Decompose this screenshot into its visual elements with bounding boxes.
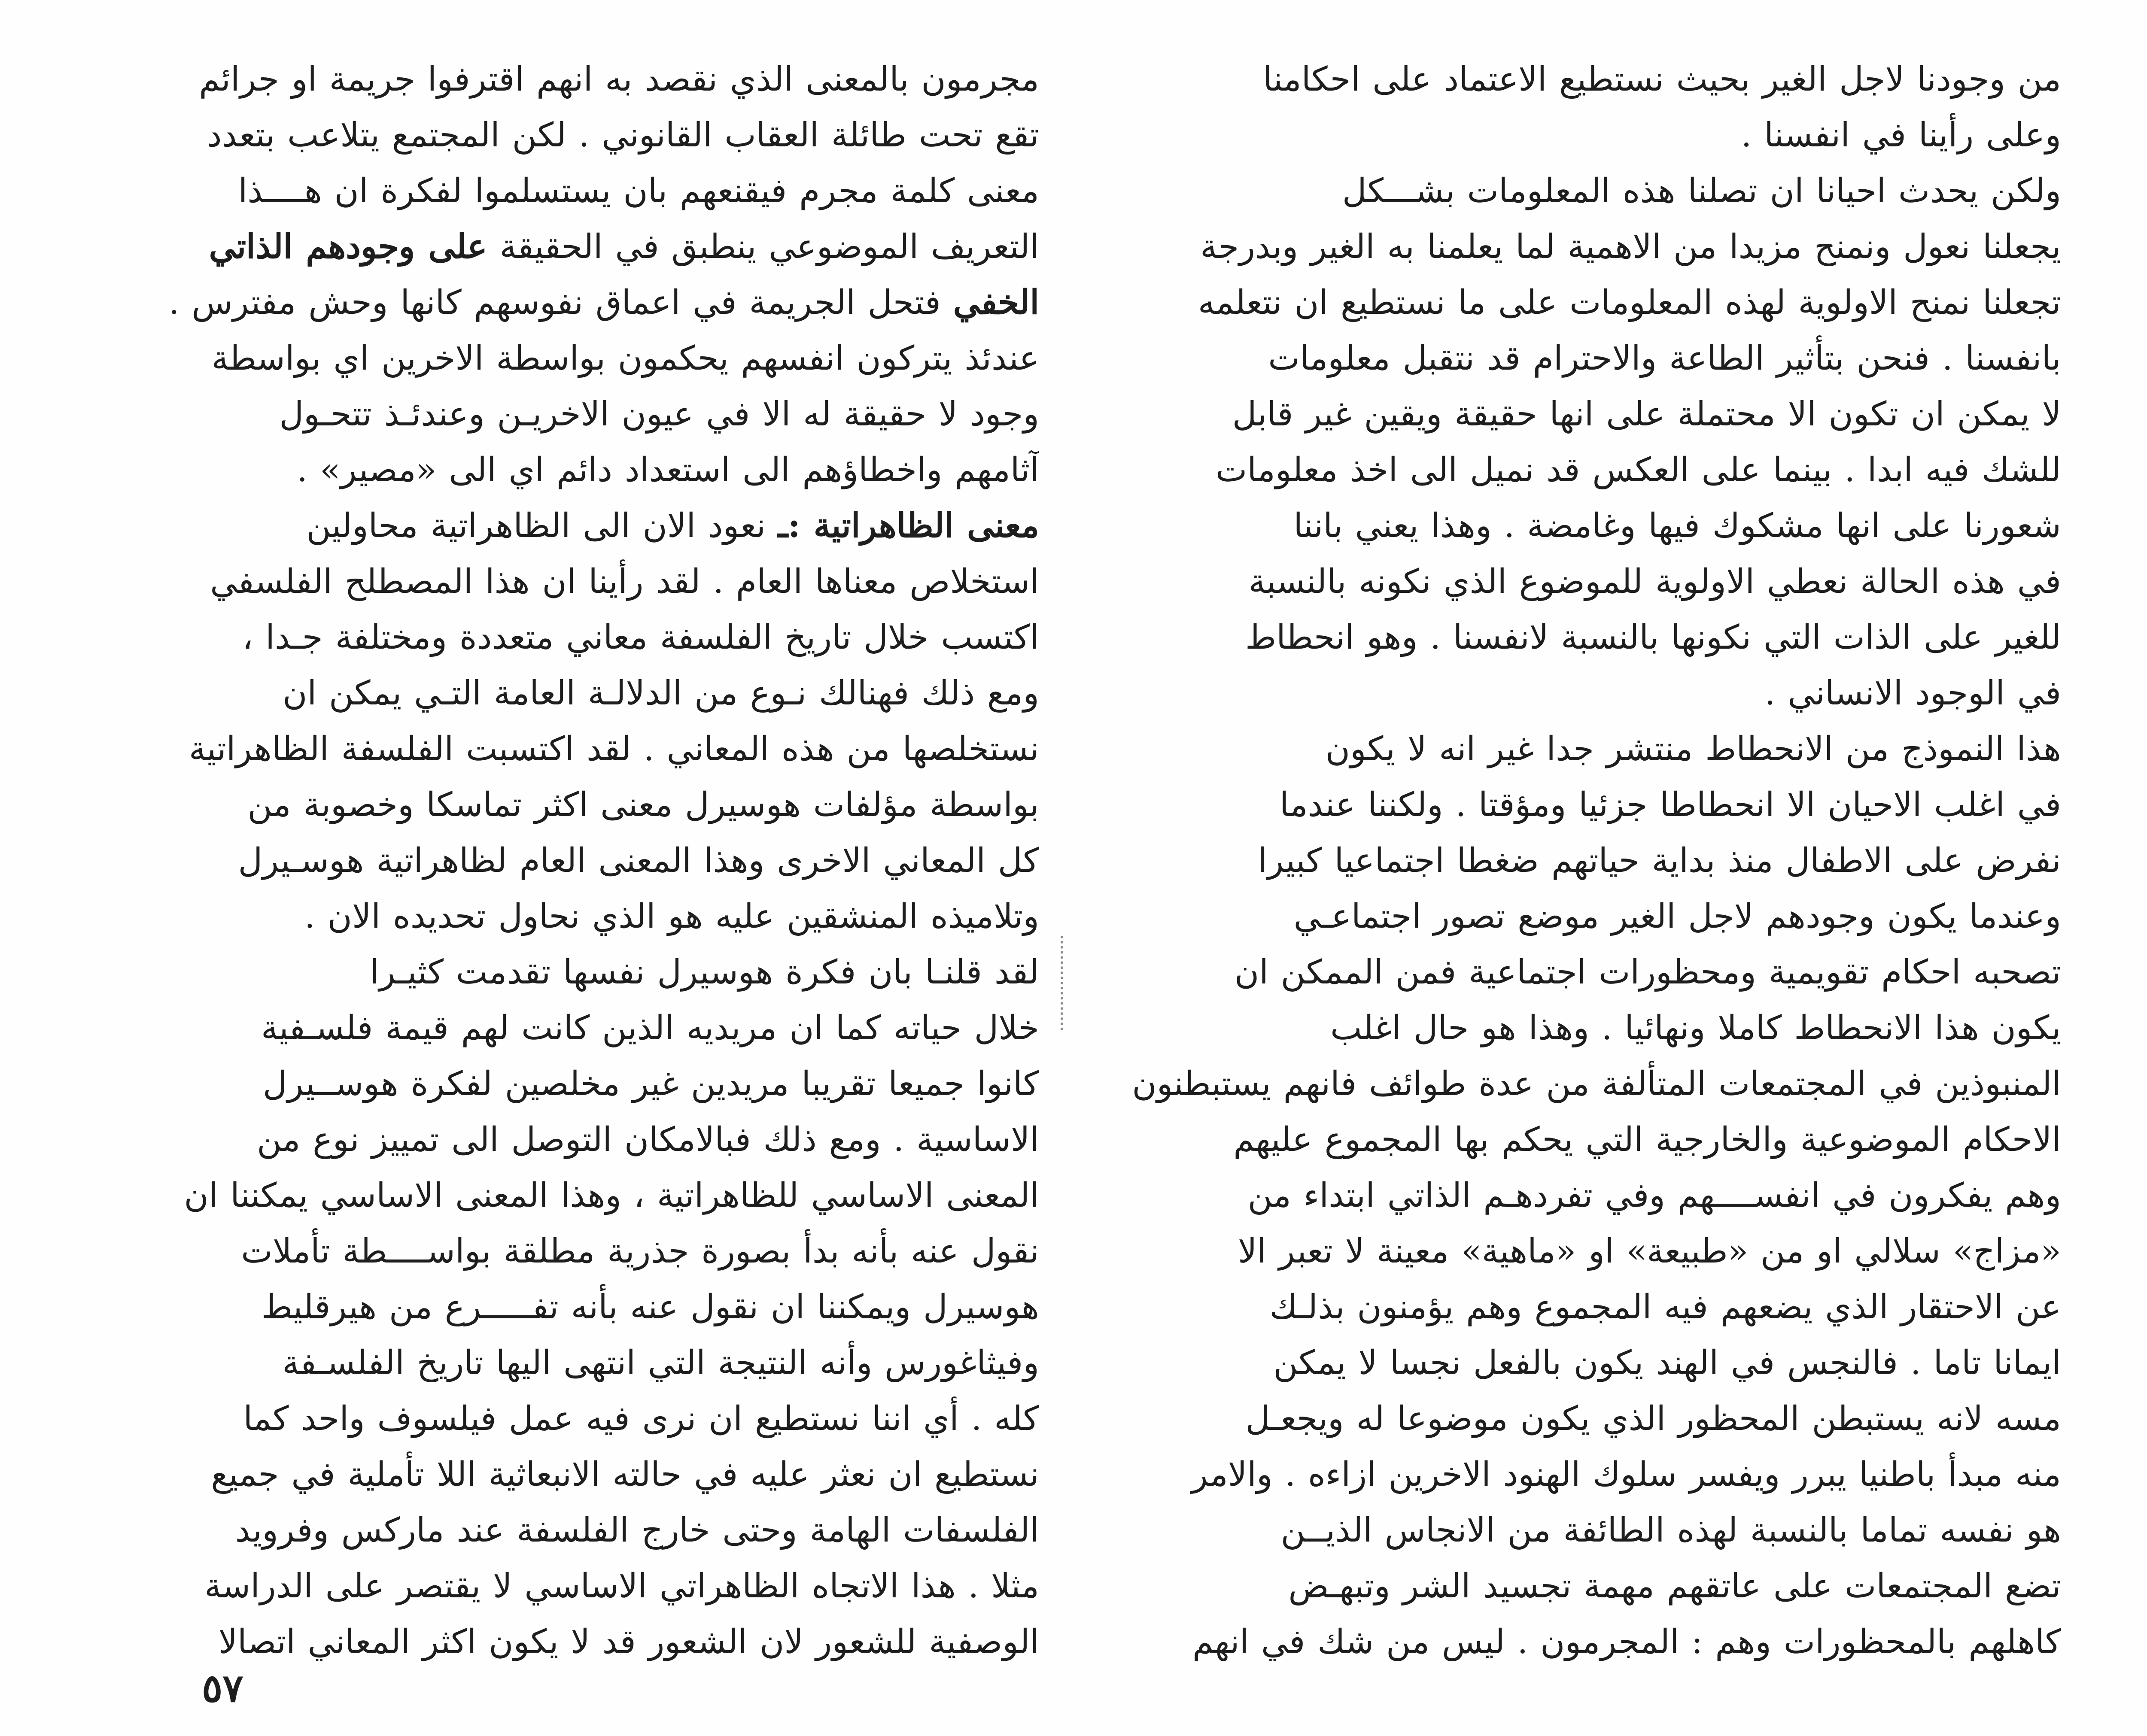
section-heading-line — [103, 498, 1039, 554]
text-line: آثامهم واخطاؤهم الى استعداد دائم اي الى «مصير» . — [297, 451, 1039, 489]
text-line: بواسطة مؤلفات هوسيرل معنى اكثر تماسكا وخصوبة من — [247, 786, 1039, 824]
text-line: ايمانا تاما . فالنجس في الهند يكون بالفعل نجسا لا يمكن — [1273, 1344, 2061, 1382]
text-line: وجود لا حقيقة له الا في عيون الاخريـن وعندئـذ تتحـول — [279, 395, 1039, 434]
section-heading: معنى الظاهراتية :ـ — [778, 506, 1039, 545]
emphasized-phrase: على وجودهم الذاتي — [209, 227, 487, 266]
text-line: الاحكام الموضوعية والخارجية التي يحكم بها المجموع عليهم — [1233, 1120, 2061, 1159]
text-segment: نعود الان الى الظاهراتية محاولين — [306, 507, 778, 545]
text-line — [103, 275, 1039, 331]
right-text-column — [1125, 52, 2061, 1670]
text-line: اكتسب خلال تاريخ الفلسفة معاني متعددة ومختلفة جـدا ، — [242, 618, 1039, 657]
text-segment: فتحل الجريمة في اعماق نفوسهم كانها وحش مفترس . — [168, 283, 953, 322]
text-line: عن الاحتقار الذي يضعهم فيه المجموع وهم يؤمنون بذلـك — [1269, 1288, 2061, 1326]
text-line: لقد قلنـا بان فكرة هوسيرل نفسها تقدمت كثيـرا — [370, 953, 1039, 992]
text-line: وفيثاغورس وأنه النتيجة التي انتهى اليها تاريخ الفلسـفة — [282, 1344, 1039, 1382]
text-line: تضع المجتمعات على عاتقهم مهمة تجسيد الشر وتبهـض — [1288, 1567, 2061, 1605]
text-line: وعلى رأينا في انفسنا . — [1741, 116, 2061, 155]
text-line: تجعلنا نمنح الاولوية لهذه المعلومات على ما نستطيع ان نتعلمه — [1198, 283, 2061, 322]
text-line: استخلاص معناها العام . لقد رأينا ان هذا المصطلح الفلسفي — [210, 562, 1039, 601]
text-line: تقع تحت طائلة العقاب القانوني . لكن المجتمع يتلاعب بتعدد — [207, 116, 1039, 155]
text-line: لا يمكن ان تكون الا محتملة على انها حقيقة ويقين غير قابل — [1232, 395, 2061, 434]
text-line: منه مبدأ باطنيا يبرر ويفسر سلوك الهنود الاخرين ازاءه . والامر — [1191, 1455, 2061, 1494]
text-line: الاساسية . ومع ذلك فبالامكان التوصل الى تمييز نوع من — [257, 1120, 1039, 1159]
text-line: للشك فيه ابدا . بينما على العكس قد نميل الى اخذ معلومات — [1215, 451, 2061, 489]
text-line: نفرض على الاطفال منذ بداية حياتهم ضغطا اجتماعيا كبيرا — [1258, 841, 2061, 880]
text-line — [103, 219, 1039, 275]
text-line: في اغلب الاحيان الا انحطاطا جزئيا ومؤقتا . ولكننا عندما — [1279, 786, 2061, 824]
text-line: من وجودنا لاجل الغير بحيث نستطيع الاعتماد على احكامنا — [1263, 60, 2061, 99]
text-line: الفلسفات الهامة وحتى خارج الفلسفة عند ماركس وفرويد — [235, 1511, 1039, 1550]
text-line: وعندما يكون وجودهم لاجل الغير موضع تصور اجتماعـي — [1293, 897, 2061, 936]
text-line: عندئذ يتركون انفسهم يحكمون بواسطة الاخرين اي بواسطة — [211, 339, 1039, 378]
text-line: هو نفسه تماما بالنسبة لهذه الطائفة من الانجاس الذيــن — [1280, 1511, 2061, 1550]
text-line: تصحبه احكام تقويمية ومحظورات اجتماعية فمن الممكن ان — [1234, 953, 2061, 992]
text-line: ولكن يحدث احيانا ان تصلنا هذه المعلومات بشـــكل — [1342, 172, 2061, 210]
text-line: كله . أي اننا نستطيع ان نرى فيه عمل فيلسوف واحد كما — [243, 1399, 1039, 1438]
gutter-dots — [1061, 936, 1071, 1030]
text-line: بانفسنا . فنحن بتأثير الطاعة والاحترام قد نتقبل معلومات — [1268, 339, 2061, 378]
text-line: المنبوذين في المجتمعات المتألفة من عدة طوائف فانهم يستبطنون — [1132, 1065, 2061, 1103]
text-line: هذا النموذج من الانحطاط منتشر جدا غير انه لا يكون — [1325, 730, 2061, 768]
text-line: «مزاج» سلالي او من «طبيعة» او «ماهية» معينة لا تعبر الا — [1238, 1232, 2061, 1271]
text-line: مجرمون بالمعنى الذي نقصد به انهم اقترفوا جريمة او جرائم — [199, 60, 1039, 99]
text-line: كاهلهم بالمحظورات وهم : المجرمون . ليس من شك في انهم — [1192, 1623, 2061, 1661]
text-line: معنى كلمة مجرم فيقنعهم بان يستسلموا لفكرة ان هــــذا — [238, 172, 1039, 210]
text-line: كانوا جميعا تقريبا مريدين غير مخلصين لفكرة هوســيرل — [263, 1065, 1039, 1103]
text-line: يكون هذا الانحطاط كاملا ونهائيا . وهذا هو حال اغلب — [1330, 1009, 2061, 1047]
text-line: للغير على الذات التي نكونها بالنسبة لانفسنا . وهو انحطاط — [1245, 618, 2061, 657]
text-line: الوصفية للشعور لان الشعور قد لا يكون اكثر المعاني اتصالا — [218, 1623, 1039, 1661]
text-line: المعنى الاساسي للظاهراتية ، وهذا المعنى الاساسي يمكننا ان — [184, 1176, 1039, 1215]
text-line: مثلا . هذا الاتجاه الظاهراتي الاساسي لا يقتصر على الدراسة — [204, 1567, 1039, 1605]
text-line: وتلاميذه المنشقين عليه هو الذي نحاول تحديده الان . — [304, 897, 1039, 936]
text-line: شعورنا على انها مشكوك فيها وغامضة . وهذا يعني باننا — [1293, 507, 2061, 545]
text-line: كل المعاني الاخرى وهذا المعنى العام لظاهراتية هوسـيرل — [238, 841, 1039, 880]
text-line: نستطيع ان نعثر عليه في حالته الانبعاثية اللا تأملية في جميع — [211, 1455, 1039, 1494]
text-line: نقول عنه بأنه بدأ بصورة جذرية مطلقة بواســــطة تأملات — [241, 1232, 1039, 1271]
text-line: ومع ذلك فهنالك نـوع من الدلالـة العامة التـي يمكن ان — [283, 674, 1039, 713]
text-line: خلال حياته كما ان مريديه الذين كانت لهم قيمة فلسـفية — [261, 1009, 1039, 1047]
text-segment: التعريف الموضوعي ينطبق في الحقيقة — [487, 228, 1039, 266]
text-line: في الوجود الانساني . — [1764, 674, 2061, 713]
page-number: ٥٧ — [202, 1666, 243, 1711]
text-line: نستخلصها من هذه المعاني . لقد اكتسبت الفلسفة الظاهراتية — [189, 730, 1039, 768]
text-line: في هذه الحالة نعطي الاولوية للموضوع الذي نكونه بالنسبة — [1248, 562, 2061, 601]
emphasized-word: الخفي — [953, 283, 1039, 322]
left-text-column — [103, 52, 1039, 1670]
text-line: يجعلنا نعول ونمنح مزيدا من الاهمية لما يعلمنا به الغير وبدرجة — [1200, 228, 2061, 266]
text-line: مسه لانه يستبطن المحظور الذي يكون موضوعا له ويجعـل — [1245, 1399, 2061, 1438]
text-line: هوسيرل ويمكننا ان نقول عنه بأنه تفـــــرع من هيرقليط — [261, 1288, 1039, 1326]
text-line: وهم يفكرون في انفســــهم وفي تفردهـم الذاتي ابتداء من — [1247, 1176, 2061, 1215]
